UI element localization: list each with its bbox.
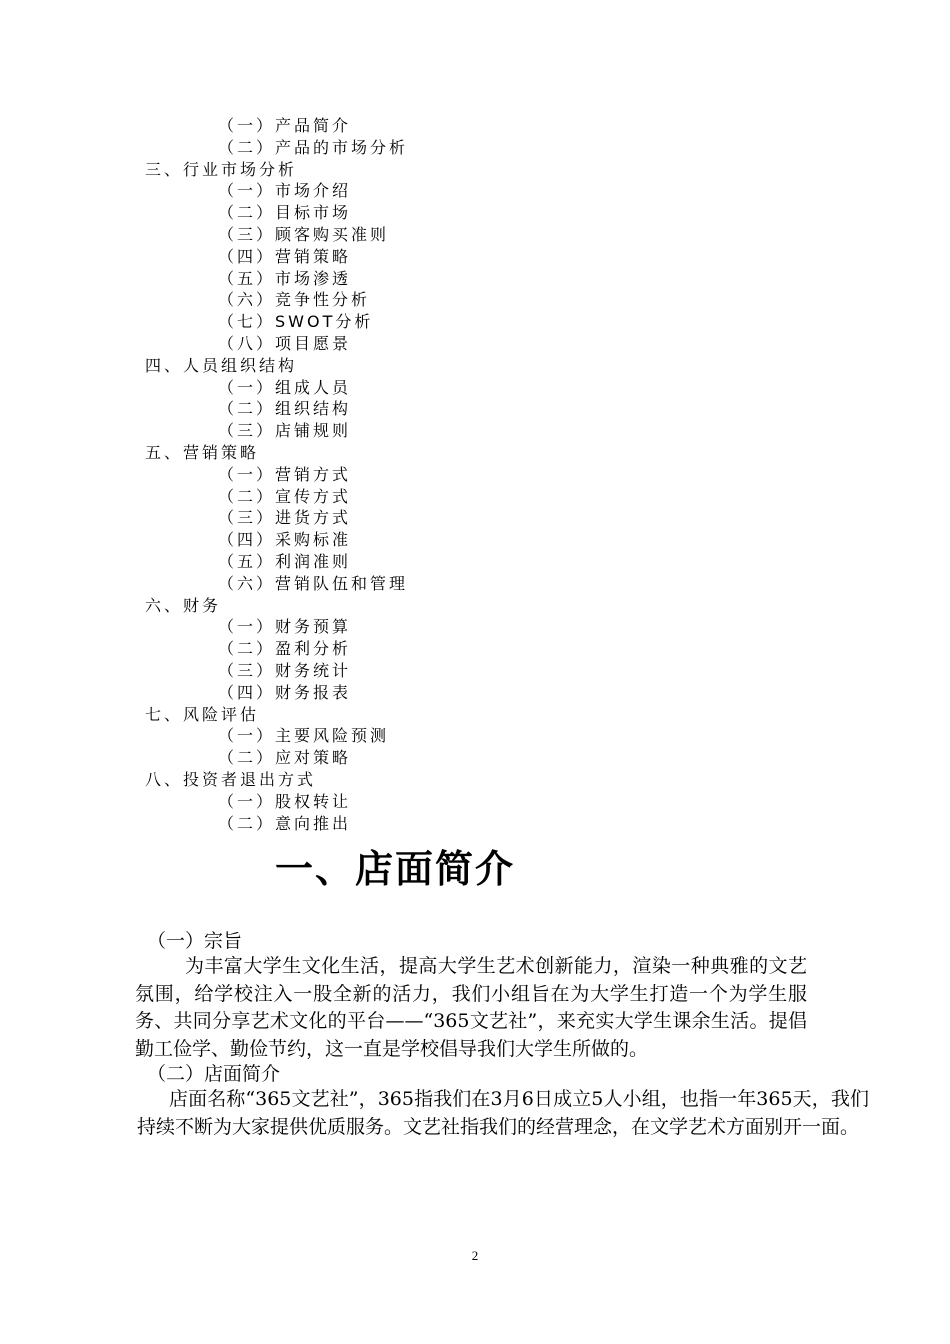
toc-entry: （二）产品的市场分析 — [218, 137, 409, 157]
toc-entry: （四）采购标准 — [218, 530, 352, 550]
toc-entry: （五）利润准则 — [218, 551, 352, 571]
table-of-contents — [0, 115, 950, 834]
toc-entry: （二）组织结构 — [218, 399, 352, 419]
toc-chapter: 三、行业市场分析 — [145, 159, 298, 179]
toc-chapter: 五、营销策略 — [145, 442, 260, 462]
toc-entry: （四）财务报表 — [218, 682, 352, 702]
toc-entry: （一）股权转让 — [218, 791, 352, 811]
toc-entry: （二）目标市场 — [218, 203, 352, 223]
toc-entry: （七）SWOT分析 — [218, 312, 374, 332]
page-number: 2 — [471, 1248, 479, 1263]
toc-entry: （三）财务统计 — [218, 660, 352, 680]
toc-entry: （二）盈利分析 — [218, 639, 352, 659]
subsection-title-store-intro: （二）店面简介 — [147, 1063, 281, 1085]
section-heading: 一、店面简介 — [274, 847, 515, 891]
toc-chapter: 四、人员组织结构 — [145, 355, 298, 375]
subsection-title-purpose: （一）宗旨 — [147, 930, 243, 952]
toc-entry: （一）财务预算 — [218, 617, 352, 637]
toc-entry: （一）市场介绍 — [218, 181, 352, 201]
toc-entry: （四）营销策略 — [218, 246, 352, 266]
paragraph-purpose: 为丰富大学生文化生活，提高大学生艺术创新能力，渲染一种典雅的文艺氛围，给学校注入一股全新的活力，我们小组旨在为大学生打造一个为学生服务、共同分享艺术文化的平台——“365文艺社”，来充实大学生课余生活。提倡勤工俭学、勤俭节约，这一直是学校倡导我们大学生所做的。 — [135, 955, 807, 1060]
toc-entry: （二）应对策略 — [218, 748, 352, 768]
toc-entry: （五）市场渗透 — [218, 268, 352, 288]
toc-entry: （二）意向推出 — [218, 813, 352, 833]
toc-entry: （一）主要风险预测 — [218, 726, 390, 746]
toc-chapter: 八、投资者退出方式 — [145, 769, 317, 789]
toc-entry: （八）项目愿景 — [218, 333, 352, 353]
toc-chapter: 六、财务 — [145, 595, 222, 615]
section-body — [135, 930, 875, 1141]
toc-chapter: 七、风险评估 — [145, 704, 260, 724]
toc-entry: （一）产品简介 — [218, 116, 352, 135]
toc-entry: （一）营销方式 — [218, 464, 352, 484]
toc-entry: （六）营销队伍和管理 — [218, 573, 409, 593]
toc-entry: （一）组成人员 — [218, 377, 352, 397]
toc-entry: （三）店铺规则 — [218, 421, 352, 441]
toc-entry: （二）宣传方式 — [218, 486, 352, 506]
toc-entry: （六）竞争性分析 — [218, 290, 371, 310]
toc-entry: （三）顾客购买准则 — [218, 224, 390, 244]
toc-entry: （三）进货方式 — [218, 508, 352, 528]
paragraph-store-intro: 店面名称“365文艺社”，365指我们在3月6日成立5人小组，也指一年365天，我们持续不断为大家提供优质服务。文艺社指我们的经营理念，在文学艺术方面别开一面。 — [137, 1088, 869, 1138]
